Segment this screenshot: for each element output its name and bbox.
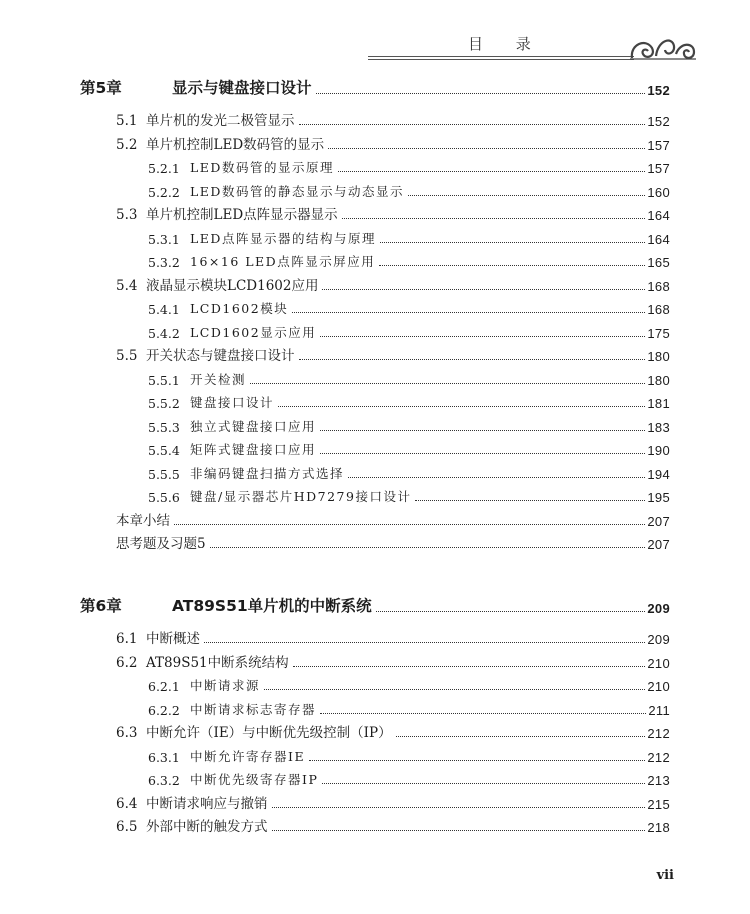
entry-title: 外部中断的触发方式: [146, 819, 268, 835]
section-entry: [116, 340, 670, 364]
entry-title: 中断请求标志寄存器: [190, 701, 317, 717]
entry-number: 5.4: [116, 277, 138, 294]
entry-page: 212: [647, 749, 670, 765]
entry-page: 168: [647, 278, 670, 294]
entry-title: 单片机控制LED数码管的显示: [146, 136, 325, 153]
entry-title: 开关检测: [190, 371, 247, 387]
entry-title: 开关状态与键盘接口设计: [146, 348, 295, 364]
dot-leader: [322, 289, 645, 290]
chapter-page: 152: [647, 83, 670, 98]
dot-leader: [272, 807, 646, 808]
entry-page: 213: [647, 773, 670, 788]
entry-number: 5.2.1: [148, 161, 180, 176]
section-entry: [116, 647, 670, 671]
entry-page: 160: [647, 184, 670, 200]
entry-page: 180: [647, 349, 670, 364]
dot-leader: [376, 611, 646, 612]
chapter-title: 显示与键盘接口设计: [172, 79, 312, 97]
section-entry: [116, 788, 670, 812]
dot-leader: [316, 93, 646, 94]
entry-title: 独立式键盘接口应用: [190, 418, 317, 434]
chapter-heading: [80, 592, 670, 616]
section-entry: [116, 717, 670, 741]
dot-leader: [396, 736, 646, 737]
entry-number: 6.4: [116, 795, 138, 812]
dot-leader: [328, 148, 645, 149]
section-entry: [116, 505, 670, 529]
subsection-entry: [148, 364, 670, 388]
entry-title: 思考题及习题5: [116, 536, 206, 552]
entry-number: 5.5: [116, 348, 138, 364]
entry-title: 矩阵式键盘接口应用: [190, 442, 317, 457]
subsection-entry: [148, 223, 670, 247]
dot-leader: [338, 171, 645, 172]
entry-number: 5.3: [116, 207, 138, 223]
page-number: vii: [656, 868, 674, 883]
entry-page: 212: [647, 726, 670, 741]
dot-leader: [309, 760, 645, 761]
entry-title: 液晶显示模块LCD1602应用: [146, 277, 319, 294]
entry-number: 5.5.6: [148, 490, 180, 505]
entry-title: 中断请求源: [190, 678, 261, 693]
subsection-entry: [148, 670, 670, 694]
dot-leader: [322, 783, 645, 784]
entry-page: 207: [647, 537, 670, 552]
entry-number: 5.4.2: [148, 325, 180, 341]
entry-page: 181: [647, 396, 670, 411]
subsection-entry: [148, 694, 670, 718]
subsection-entry: [148, 152, 670, 176]
section-entry: [116, 811, 670, 835]
entry-page: 210: [647, 655, 670, 671]
entry-title: 中断请求响应与撤销: [146, 795, 268, 812]
entry-number: 6.3.2: [148, 773, 180, 788]
entry-number: 5.4.1: [148, 302, 180, 317]
entry-number: 5.2.2: [148, 184, 180, 200]
chapter-title: AT89S51单片机的中断系统: [172, 597, 372, 615]
dot-leader: [210, 547, 646, 548]
entry-page: 194: [647, 466, 670, 482]
section-entry: [116, 528, 670, 552]
entry-number: 5.5.1: [148, 372, 180, 388]
entry-number: 6.2.1: [148, 679, 180, 694]
entry-title: LED点阵显示器的结构与原理: [190, 230, 376, 246]
entry-page: 209: [647, 632, 670, 647]
entry-page: 190: [647, 443, 670, 458]
dot-leader: [204, 642, 645, 643]
header-title: 目 录: [468, 35, 545, 53]
subsection-entry: [148, 293, 670, 317]
entry-title: 中断优先级寄存器IP: [190, 772, 319, 787]
subsection-entry: [148, 411, 670, 435]
dot-leader: [342, 218, 646, 219]
entry-number: 5.3.2: [148, 255, 180, 270]
entry-page: 157: [647, 161, 670, 176]
entry-number: 5.5.4: [148, 443, 180, 458]
subsection-entry: [148, 176, 670, 200]
entry-page: 210: [647, 679, 670, 694]
dot-leader: [299, 359, 646, 360]
entry-title: 中断概述: [146, 631, 200, 647]
entry-number: 5.3.1: [148, 231, 180, 247]
dot-leader: [380, 242, 645, 243]
entry-title: LED数码管的静态显示与动态显示: [190, 183, 404, 199]
dot-leader: [408, 195, 645, 196]
entry-title: 键盘/显示器芯片HD7279接口设计: [190, 489, 412, 504]
entry-number: 6.5: [116, 819, 138, 835]
entry-title: 单片机的发光二极管显示: [146, 113, 295, 129]
entry-number: 5.5.2: [148, 396, 180, 411]
entry-title: 非编码键盘扫描方式选择: [190, 465, 345, 481]
chapter-heading: [80, 74, 670, 98]
entry-page: 152: [647, 114, 670, 129]
entry-title: 本章小结: [116, 512, 170, 529]
entry-page: 211: [648, 702, 670, 718]
entry-page: 207: [647, 513, 670, 529]
dot-leader: [320, 336, 645, 337]
section-entry: [116, 270, 670, 294]
entry-page: 183: [647, 419, 670, 435]
entry-title: LCD1602显示应用: [190, 324, 317, 340]
section-entry: [116, 623, 670, 647]
entry-title: 中断允许寄存器IE: [190, 748, 306, 764]
dot-leader: [272, 830, 646, 831]
entry-title: 16×16 LED点阵显示屏应用: [190, 254, 376, 269]
entry-number: 5.5.5: [148, 466, 180, 482]
entry-title: LED数码管的显示原理: [190, 160, 334, 175]
subsection-entry: [148, 458, 670, 482]
dot-leader: [174, 524, 645, 525]
subsection-entry: [148, 741, 670, 765]
dot-leader: [320, 453, 645, 454]
entry-page: 164: [647, 208, 670, 223]
dot-leader: [320, 430, 645, 431]
subsection-entry: [148, 434, 670, 458]
entry-title: LCD1602模块: [190, 301, 289, 316]
entry-number: 6.2.2: [148, 702, 180, 718]
dot-leader: [293, 666, 646, 667]
entry-page: 180: [647, 372, 670, 388]
subsection-entry: [148, 764, 670, 788]
dot-leader: [250, 383, 645, 384]
entry-page: 195: [647, 490, 670, 505]
entry-page: 175: [647, 325, 670, 341]
entry-title: 单片机控制LED点阵显示器显示: [146, 207, 338, 223]
section-entry: [116, 105, 670, 129]
entry-page: 168: [647, 302, 670, 317]
entry-page: 157: [647, 137, 670, 153]
entry-title: 键盘接口设计: [190, 395, 275, 410]
dot-leader: [320, 713, 646, 714]
entry-number: 6.3.1: [148, 749, 180, 765]
section-entry: [116, 129, 670, 153]
subsection-entry: [148, 481, 670, 505]
entry-number: 6.3: [116, 725, 138, 741]
entry-title: AT89S51中断系统结构: [146, 654, 289, 671]
dot-leader: [278, 406, 645, 407]
entry-page: 165: [647, 255, 670, 270]
entry-number: 5.2: [116, 136, 138, 153]
entry-number: 5.1: [116, 113, 138, 129]
entry-number: 6.1: [116, 631, 138, 647]
entry-number: 5.5.3: [148, 419, 180, 435]
dot-leader: [299, 124, 646, 125]
subsection-entry: [148, 317, 670, 341]
dot-leader: [292, 312, 645, 313]
chapter-page: 209: [647, 601, 670, 616]
entry-title: 中断允许（IE）与中断优先级控制（IP）: [146, 725, 392, 741]
entry-number: 6.2: [116, 654, 138, 671]
dot-leader: [348, 477, 645, 478]
entry-page: 218: [647, 820, 670, 835]
chapter-number: 第5章: [80, 79, 122, 97]
entry-page: 215: [647, 796, 670, 812]
dot-leader: [379, 265, 645, 266]
section-entry: [116, 199, 670, 223]
dot-leader: [264, 689, 645, 690]
dot-leader: [415, 500, 645, 501]
subsection-entry: [148, 387, 670, 411]
chapter-number: 第6章: [80, 597, 122, 615]
entry-page: 164: [647, 231, 670, 247]
subsection-entry: [148, 246, 670, 270]
